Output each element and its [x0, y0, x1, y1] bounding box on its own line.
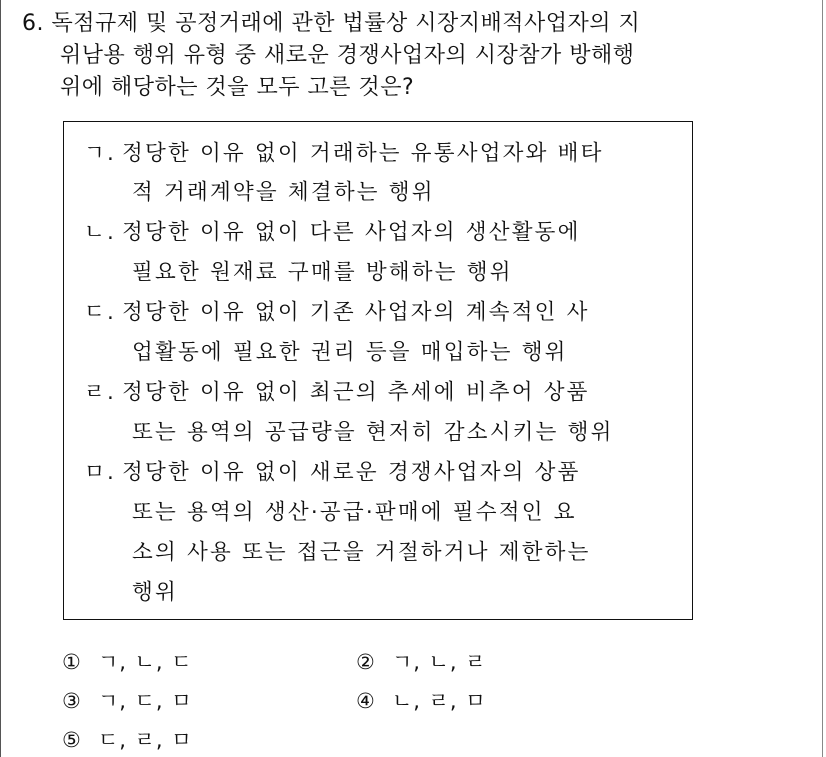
answer-choice-5[interactable] [62, 724, 193, 754]
question-line-2: 위남용 행위 유형 중 새로운 경쟁사업자의 시장참가 방해행 [60, 43, 635, 68]
choice-number: ④ [356, 689, 376, 713]
item-text: 정당한 이유 없이 거래하는 유통사업자와 배타 [122, 141, 604, 166]
statement-item-mieum-cont-3: 행위 [132, 580, 178, 605]
choice-number: ⑤ [62, 728, 82, 752]
item-marker: ㄱ. [84, 141, 117, 166]
page-left-border [0, 0, 1, 757]
answer-choice-4[interactable] [356, 685, 487, 715]
choice-text: ㄱ, ㄷ, ㅁ [98, 689, 193, 713]
choice-number: ① [62, 650, 82, 674]
statement-item-mieum [84, 455, 581, 486]
statement-item-giyeok [84, 136, 604, 167]
item-marker: ㄴ. [84, 220, 117, 245]
item-text: 정당한 이유 없이 최근의 추세에 비추어 상품 [122, 380, 590, 405]
answer-choice-3[interactable] [62, 685, 193, 715]
statement-item-rieul-cont: 또는 용역의 공급량을 현저히 감소시키는 행위 [132, 420, 614, 445]
statement-item-rieul [84, 375, 590, 406]
item-marker: ㄷ. [84, 300, 117, 325]
item-text: 정당한 이유 없이 기존 사업자의 계속적인 사 [122, 300, 590, 325]
page-right-border [822, 0, 823, 757]
item-text: 정당한 이유 없이 다른 사업자의 생산활동에 [122, 220, 581, 245]
choice-text: ㄷ, ㄹ, ㅁ [98, 728, 193, 752]
choice-number: ② [356, 650, 376, 674]
statement-item-nieun-cont: 필요한 원재료 구매를 방해하는 행위 [132, 260, 513, 285]
item-marker: ㅁ. [84, 460, 117, 485]
item-marker: ㄹ. [84, 380, 117, 405]
choice-text: ㄱ, ㄴ, ㄷ [98, 650, 193, 674]
statement-item-nieun [84, 215, 581, 246]
statement-item-giyeok-cont: 적 거래계약을 체결하는 행위 [132, 180, 435, 205]
statement-item-digeut [84, 295, 590, 326]
question-stem [22, 8, 802, 104]
choice-text: ㄴ, ㄹ, ㅁ [392, 689, 487, 713]
item-text: 정당한 이유 없이 새로운 경쟁사업자의 상품 [122, 460, 581, 485]
choice-text: ㄱ, ㄴ, ㄹ [392, 650, 487, 674]
question-line-3: 위에 해당하는 것을 모두 고른 것은? [60, 75, 415, 100]
statement-item-mieum-cont-2: 소의 사용 또는 접근을 거절하거나 제한하는 [132, 540, 591, 565]
question-line-1: 6. 독점규제 및 공정거래에 관한 법률상 시장지배적사업자의 지 [22, 11, 641, 36]
statement-box [63, 121, 693, 620]
statement-item-digeut-cont: 업활동에 필요한 권리 등을 매입하는 행위 [132, 340, 568, 365]
statement-item-mieum-cont-1: 또는 용역의 생산·공급·판매에 필수적인 요 [132, 500, 577, 525]
answer-choice-2[interactable] [356, 646, 487, 676]
answer-choice-1[interactable] [62, 646, 193, 676]
choice-number: ③ [62, 689, 82, 713]
